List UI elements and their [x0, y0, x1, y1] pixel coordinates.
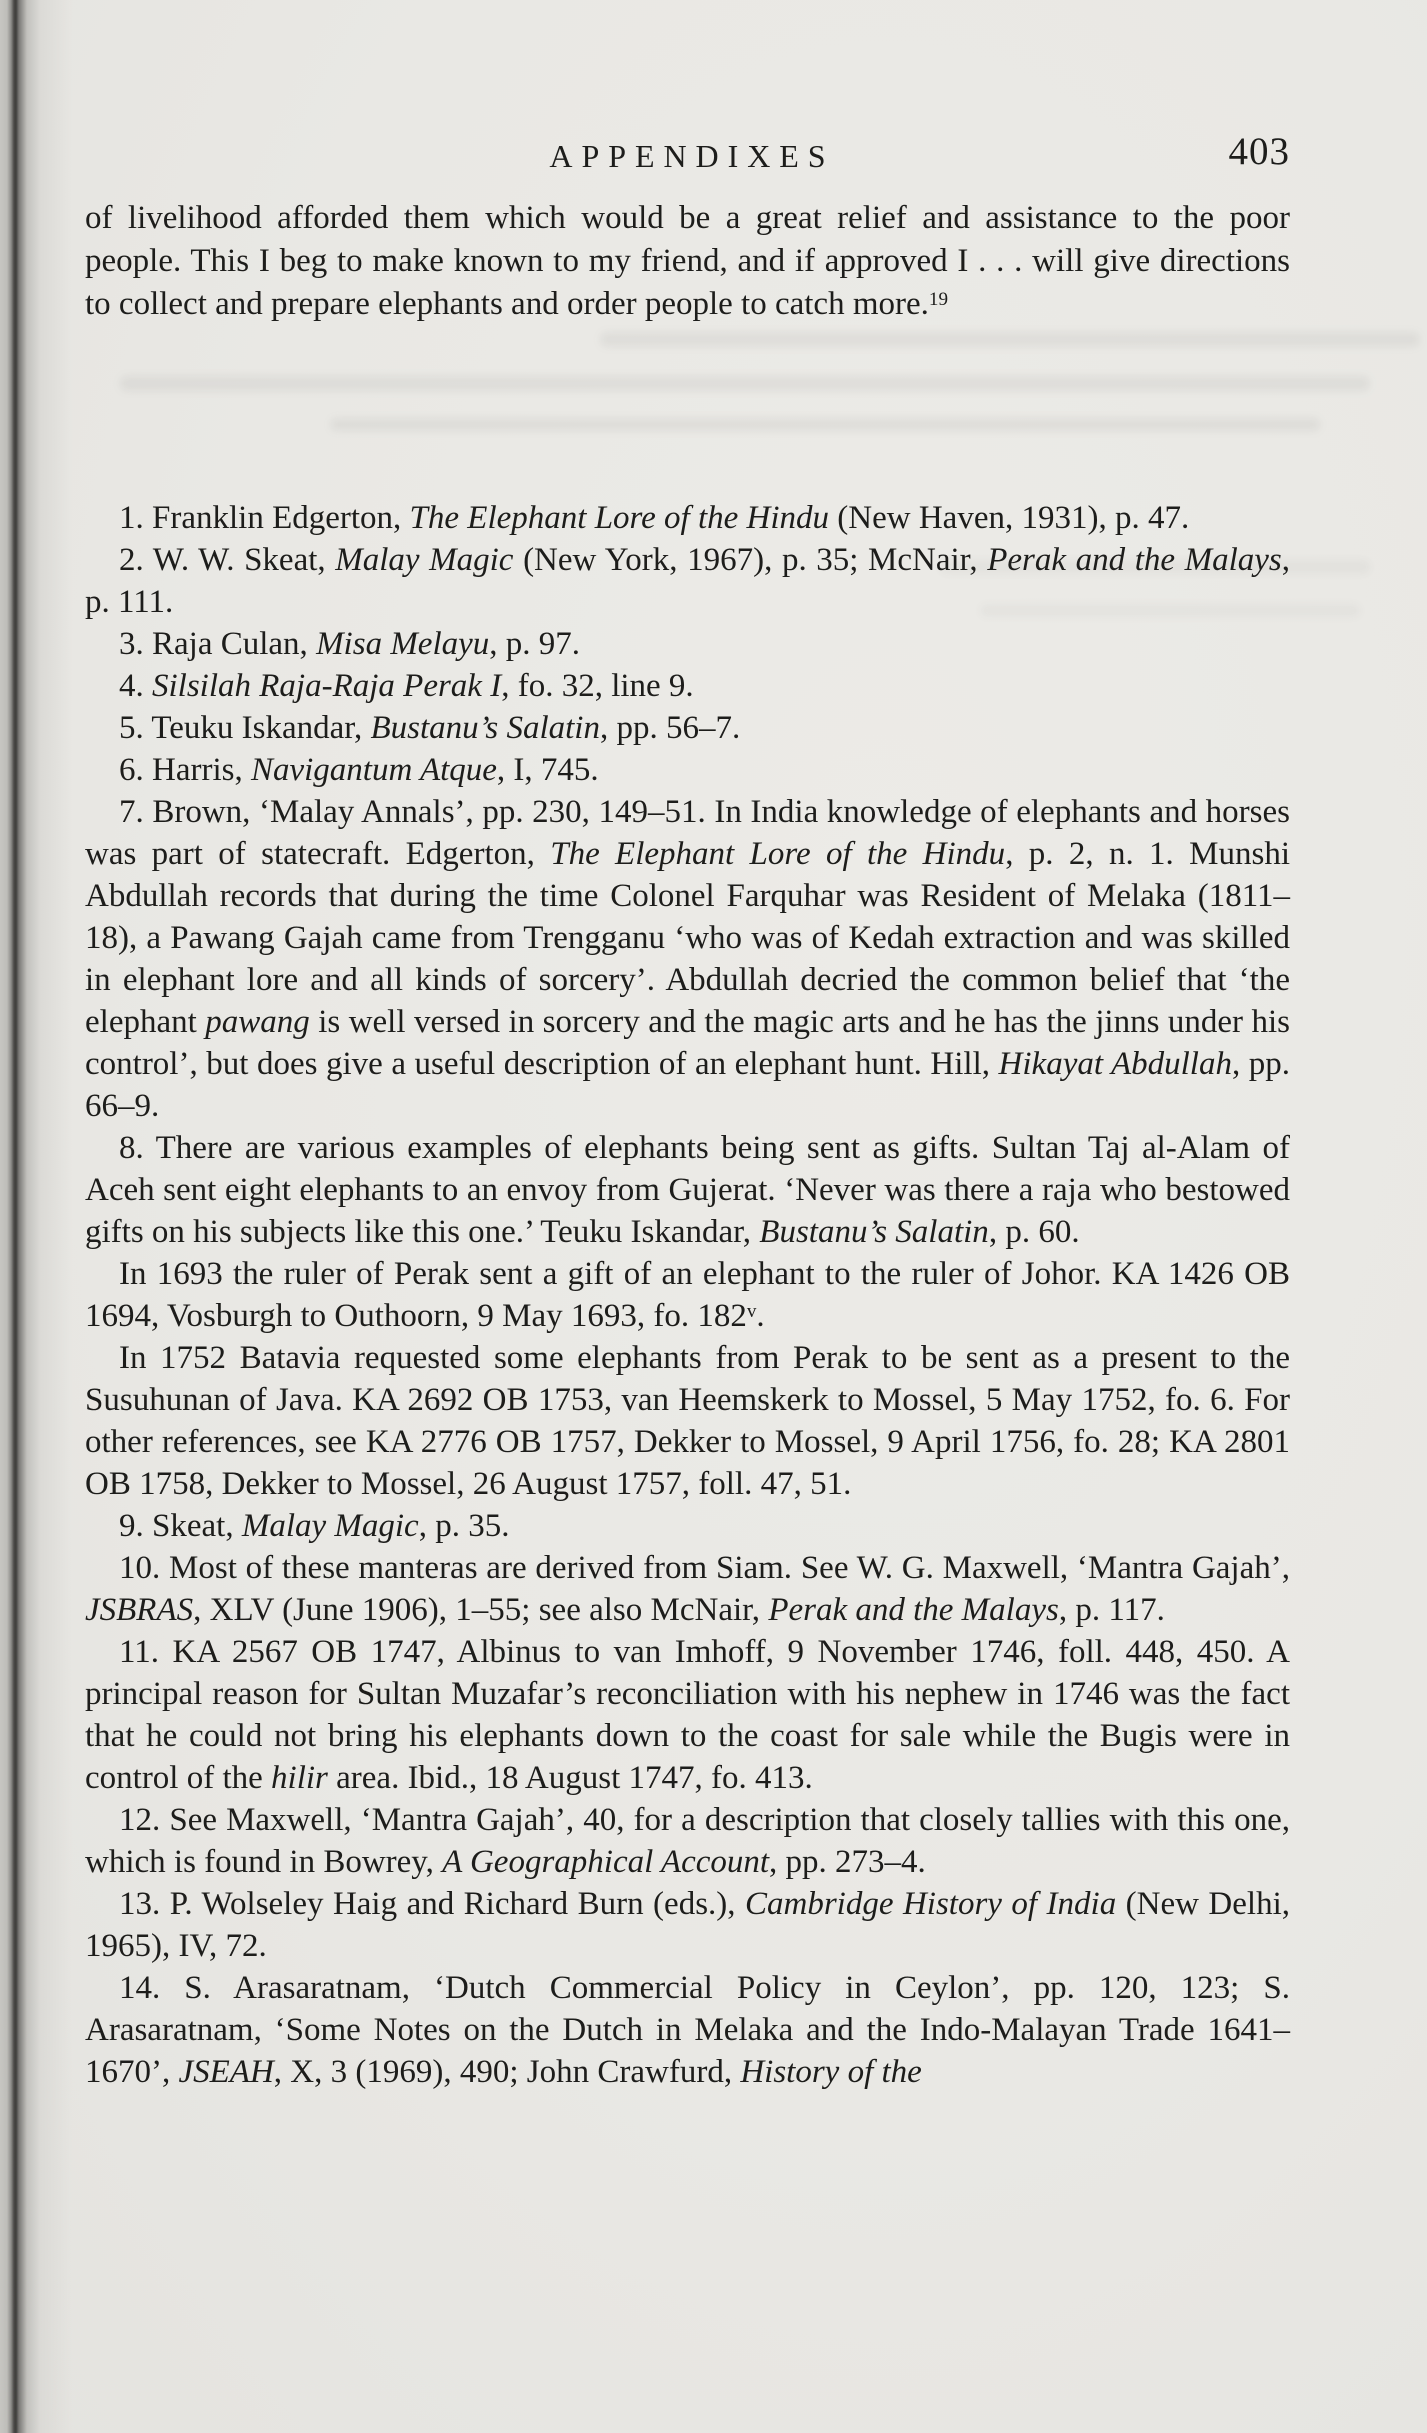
book-gutter-shadow: [0, 0, 72, 2433]
body-paragraph: [85, 197, 1290, 326]
note-paragraph: [85, 665, 1290, 707]
text-run: 11. KA 2567 OB 1747, Albinus to van Imhoff, 9 November 1746, foll. 448, 450. A principal reason for Sultan Muzafar’s reconciliation with his nephew in 1746 was the fact that he could not bring his elephants down to the coast for sale while the Bugis were in control of the: [85, 1634, 1290, 1796]
italic-title: Hikayat Abdullah: [998, 1046, 1232, 1082]
text-run: is well versed in sorcery and the magic arts and he has the jinns under his control’, but does give a useful description of an elephant hunt. Hill,: [85, 1004, 1291, 1082]
text-run: .: [756, 1298, 765, 1334]
text-run: In 1752 Batavia requested some elephants from Perak to be sent as a present to the Susuhunan of Java. KA 2692 OB 1753, van Heemskerk to Mossel, 5 May 1752, fo. 6. For other references, see KA 2776 OB 1757, Dekker to Mossel, 9 April 1756, fo. 28; KA 2801 OB 1758, Dekker to Mossel, 26 August 1757, foll. 47, 51.: [85, 1340, 1290, 1502]
superscript-ref: v: [746, 1300, 757, 1322]
italic-title: Perak and the Malays: [987, 542, 1282, 578]
italic-title: Bustanu’s Salatin: [759, 1214, 989, 1250]
italic-title: hilir: [271, 1760, 328, 1796]
show-through-smudge: [330, 418, 1320, 431]
note-paragraph: [85, 1883, 1290, 1967]
text-run: , p. 2, n. 1. Munshi Abdullah records that during the time Colonel Farquhar was Resident of Melaka (1811–18), a Pawang Gajah came from Trengganu ‘who was of Kedah extraction and was skilled in elephant lore and all kinds of sorcery’. Abdullah decried the common belief that ‘the elephant: [85, 836, 1291, 1040]
note-paragraph: [85, 1253, 1290, 1337]
italic-title: Cambridge History of India: [744, 1886, 1117, 1922]
italic-title: Malay Magic: [241, 1508, 419, 1544]
italic-title: JSEAH: [178, 2054, 274, 2090]
text-run: , pp. 66–9.: [85, 1046, 1290, 1124]
text-run: , p. 97.: [489, 626, 581, 662]
text-run: 12. See Maxwell, ‘Mantra Gajah’, 40, for a description that closely tallies with this one, which is found in Bowrey,: [85, 1802, 1290, 1880]
text-run: 1. Franklin Edgerton,: [119, 500, 410, 536]
text-run: 4.: [119, 668, 152, 704]
italic-title: Bustanu’s Salatin: [370, 710, 600, 746]
text-run: , pp. 56–7.: [599, 710, 741, 746]
note-paragraph: [85, 623, 1290, 665]
text-run: , fo. 32, line 9.: [501, 668, 694, 704]
note-paragraph: [85, 497, 1290, 539]
note-paragraph: [85, 1631, 1290, 1799]
text-run: (New York, 1967), p. 35; McNair,: [513, 542, 988, 578]
note-paragraph: [85, 1967, 1290, 2093]
text-run: (New Haven, 1931), p. 47.: [829, 500, 1190, 536]
note-paragraph: [85, 1337, 1290, 1505]
running-head-title: APPENDIXES: [549, 138, 835, 174]
text-run: 7. Brown, ‘Malay Annals’, pp. 230, 149–51. In India knowledge of elephants and horses was part of statecraft. Edgerton,: [85, 794, 1290, 872]
running-head: [85, 130, 1290, 184]
text-run: of livelihood afforded them which would be a great relief and assistance to the poor people. This I beg to make known to my friend, and if approved I . . . will give directions to collect and prepare elephants and order people to catch more.: [85, 200, 1290, 322]
note-paragraph: [85, 1799, 1290, 1883]
show-through-smudge: [600, 332, 1420, 347]
text-run: 2. W. W. Skeat,: [119, 542, 336, 578]
text-run: 3. Raja Culan,: [119, 626, 317, 662]
italic-title: Misa Melayu: [316, 626, 490, 662]
text-run: 13. P. Wolseley Haig and Richard Burn (eds.),: [119, 1886, 745, 1922]
page-number: 403: [1228, 130, 1290, 173]
text-run: , p. 35.: [418, 1508, 510, 1544]
text-run: 8. There are various examples of elephants being sent as gifts. Sultan Taj al-Alam of Aceh sent eight elephants to an envoy from Gujerat. ‘Never was there a raja who bestowed gifts on his subjects like this one.’ Teuku Iskandar,: [85, 1130, 1290, 1250]
text-run: 9. Skeat,: [119, 1508, 242, 1544]
text-run: , XLV (June 1906), 1–55; see also McNair,: [193, 1592, 769, 1628]
text-run: 10. Most of these manteras are derived from Siam. See W. G. Maxwell, ‘Mantra Gajah’,: [119, 1550, 1290, 1586]
note-paragraph: [85, 749, 1290, 791]
note-paragraph: [85, 791, 1290, 1127]
text-run: , p. 111.: [85, 542, 1291, 620]
text-run: In 1693 the ruler of Perak sent a gift of an elephant to the ruler of Johor. KA 1426 OB 1694, Vosburgh to Outhoorn, 9 May 1693, fo. 182: [85, 1256, 1290, 1334]
italic-title: Perak and the Malays: [768, 1592, 1059, 1628]
text-run: 14. S. Arasaratnam, ‘Dutch Commercial Policy in Ceylon’, pp. 120, 123; S. Arasaratnam, ‘Some Notes on the Dutch in Melaka and the Indo-Malayan Trade 1641–1670’,: [85, 1970, 1290, 2090]
text-run: , pp. 273–4.: [769, 1844, 926, 1880]
text-run: 6. Harris,: [119, 752, 251, 788]
note-paragraph: [85, 1505, 1290, 1547]
text-run: , p. 117.: [1058, 1592, 1165, 1628]
italic-title: The Elephant Lore of the Hindu: [550, 836, 1006, 872]
endnotes-section: [85, 497, 1290, 2093]
italic-title: pawang: [205, 1004, 310, 1040]
italic-title: Malay Magic: [335, 542, 514, 578]
note-paragraph: [85, 1547, 1290, 1631]
italic-title: Navigantum Atque: [250, 752, 497, 788]
italic-title: History of the: [740, 2054, 922, 2090]
italic-title: JSBRAS: [85, 1592, 194, 1628]
text-run: 5. Teuku Iskandar,: [119, 710, 371, 746]
text-run: (New Delhi, 1965), IV, 72.: [85, 1886, 1290, 1964]
text-run: , I, 745.: [496, 752, 599, 788]
note-paragraph: [85, 539, 1290, 623]
italic-title: A Geographical Account: [442, 1844, 770, 1880]
text-run: area. Ibid., 18 August 1747, fo. 413.: [327, 1760, 813, 1796]
show-through-smudge: [120, 376, 1370, 391]
note-paragraph: [85, 1127, 1290, 1253]
note-paragraph: [85, 707, 1290, 749]
italic-title: Silsilah Raja-Raja Perak I: [152, 668, 502, 704]
text-run: , p. 60.: [988, 1214, 1080, 1250]
italic-title: The Elephant Lore of the Hindu: [409, 500, 830, 536]
superscript-ref: 19: [928, 288, 948, 310]
text-run: , X, 3 (1969), 490; John Crawfurd,: [273, 2054, 741, 2090]
